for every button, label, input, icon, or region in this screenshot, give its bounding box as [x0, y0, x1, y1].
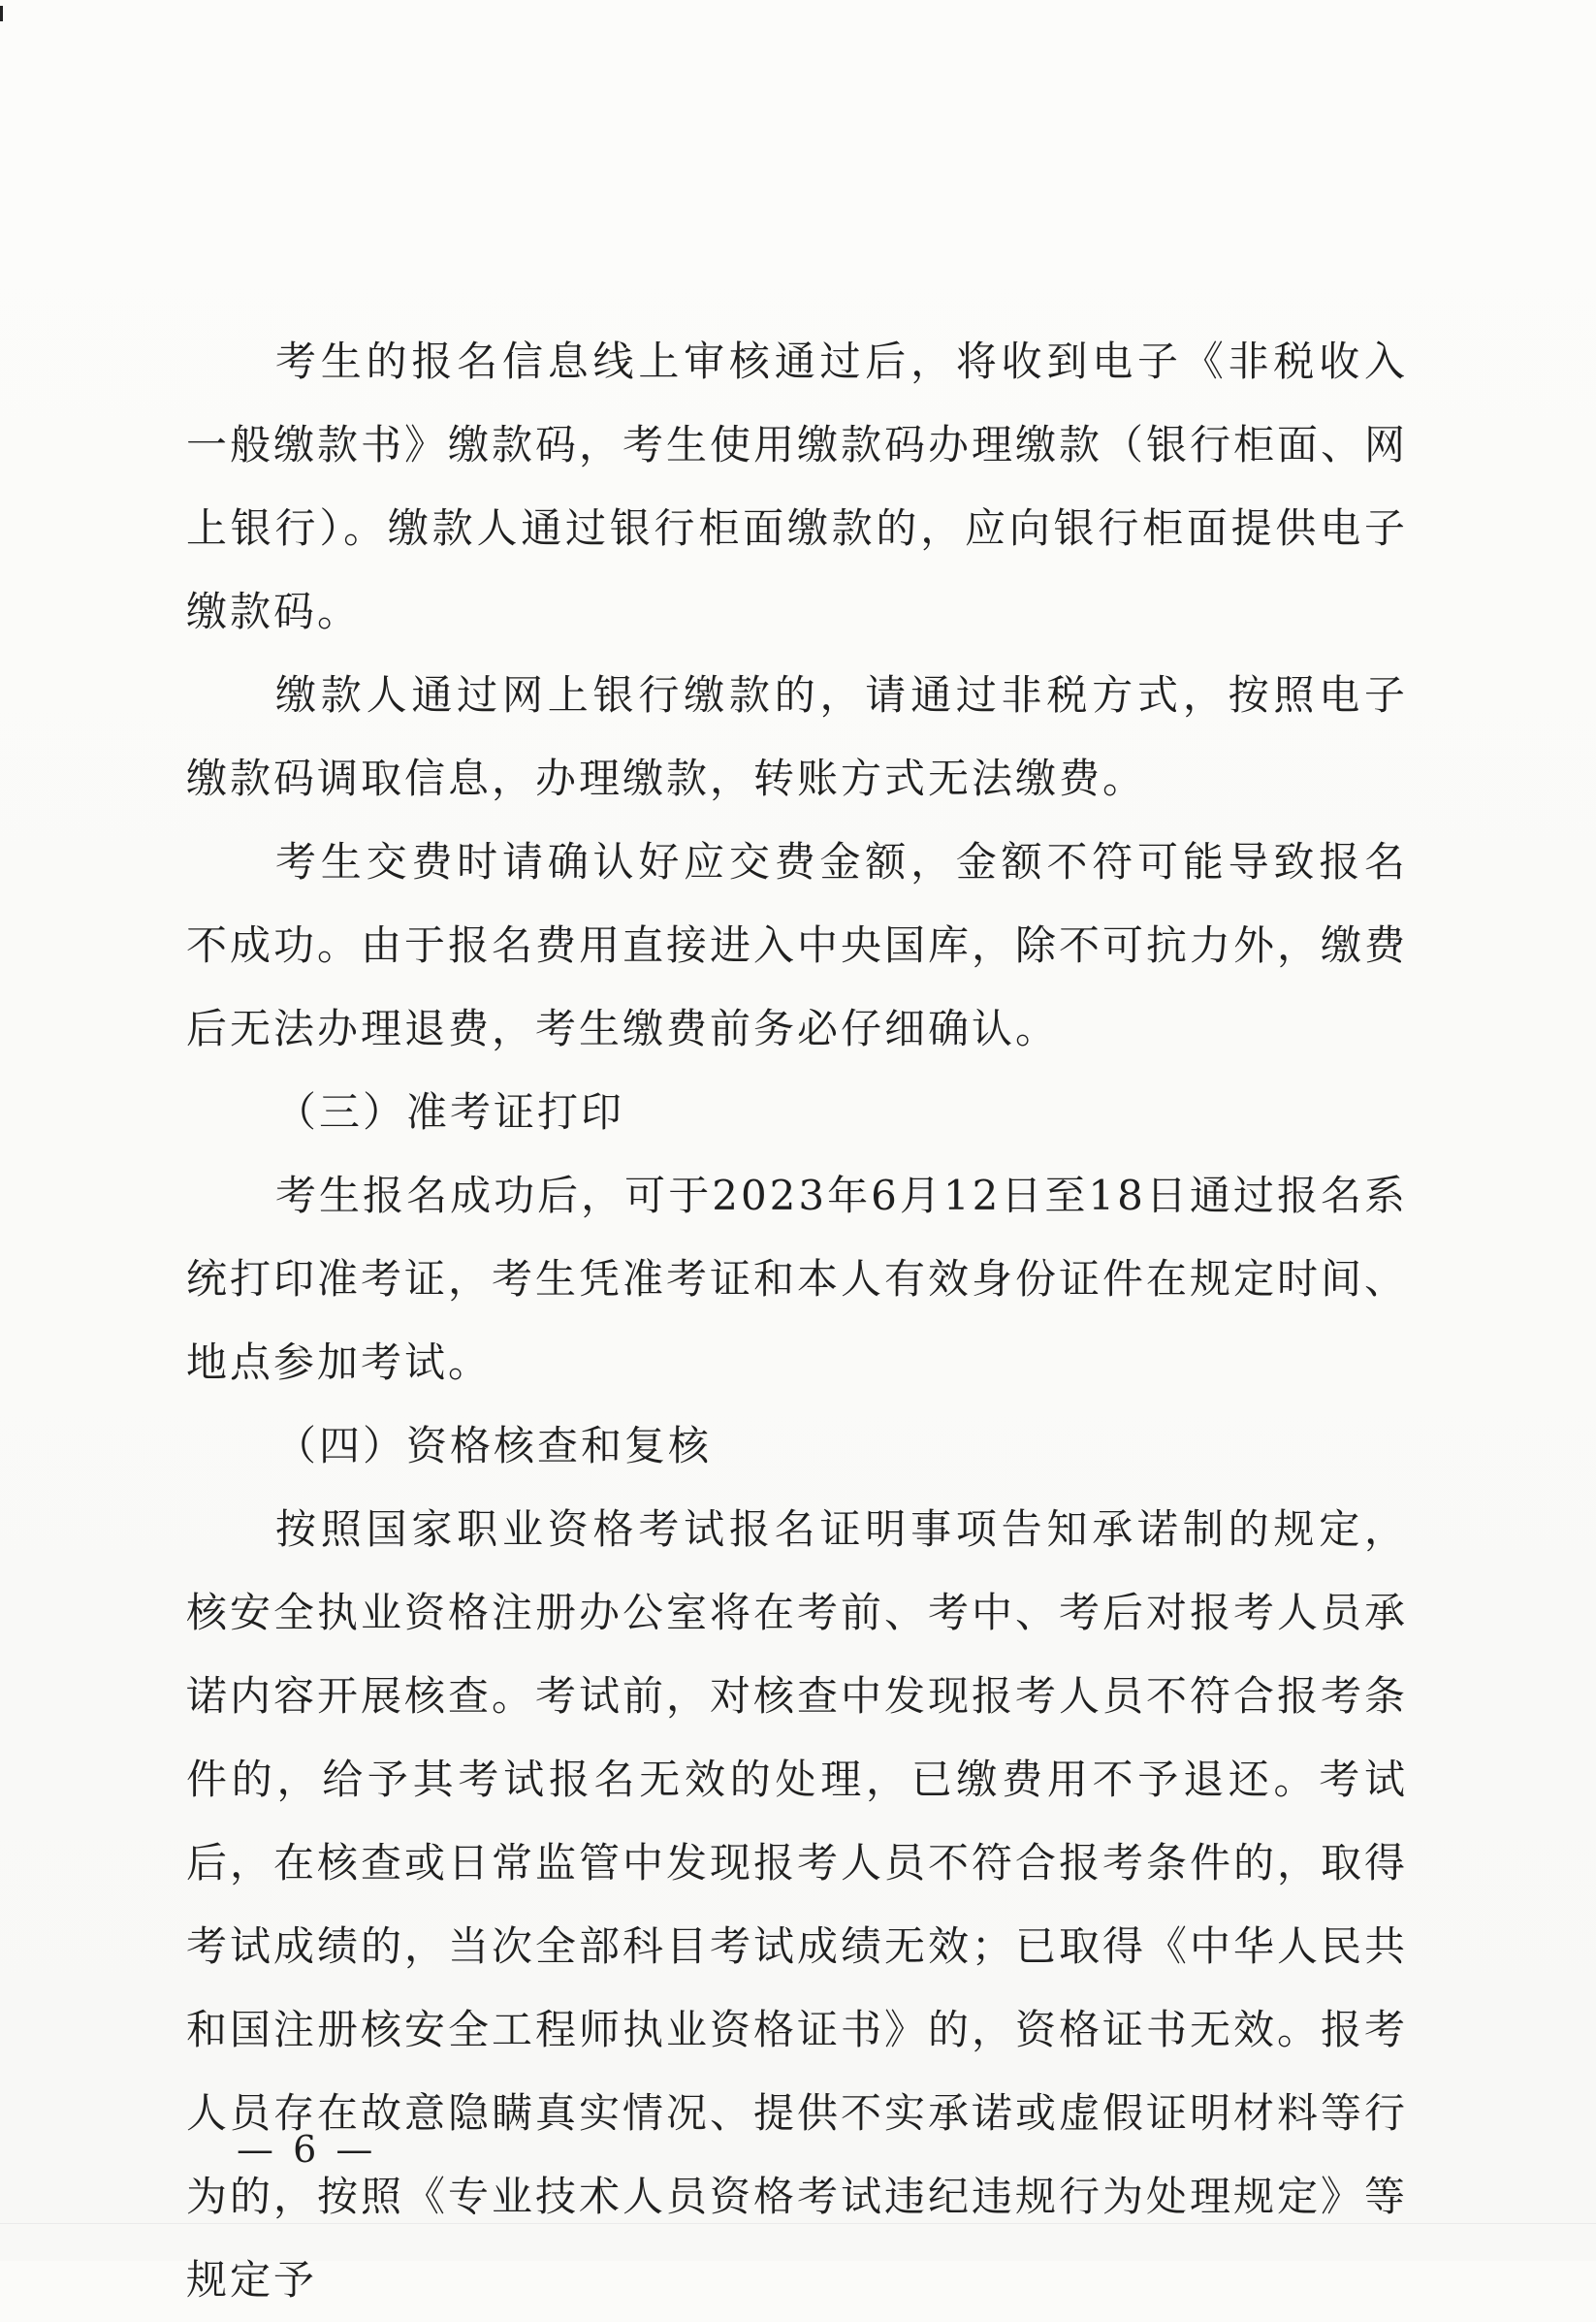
paragraph-payment-code: 考生的报名信息线上审核通过后，将收到电子《非税收入一般缴款书》缴款码，考生使用缴款码办理缴款（银行柜面、网上银行）。缴款人通过银行柜面缴款的，应向银行柜面提供电子缴款码。: [186, 338, 1409, 635]
section-heading-admission-ticket: （三）准考证打印: [275, 1088, 625, 1136]
scan-corner-mark: [0, 6, 3, 21]
paragraph-fee-confirmation: 考生交费时请确认好应交费金额，金额不符可能导致报名不成功。由于报名费用直接进入中央国库，除不可抗力外，缴费后无法办理退费，考生缴费前务必仔细确认。: [186, 838, 1409, 1052]
section-heading-qualification-check: （四）资格核查和复核: [275, 1422, 713, 1469]
paragraph-qualification-check: 按照国家职业资格考试报名证明事项告知承诺制的规定，核安全执业资格注册办公室将在考前、考中、考后对报考人员承诺内容开展核查。考试前，对核查中发现报考人员不符合报考条件的，给予其考试报名无效的处理，已缴费用不予退还。考试后，在核查或日常监管中发现报考人员不符合报考条件的，取得考试成绩的，当次全部科目考试成绩无效；已取得《中华人民共和国注册核安全工程师执业资格证书》的，资格证书无效。报考人员存在故意隐瞒真实情况、提供不实承诺或虚假证明材料等行为的，按照《专业技术人员资格考试违纪违规行为处理规定》等规定予: [186, 1505, 1409, 2304]
paragraph-admission-ticket: 考生报名成功后，可于2023年6月12日至18日通过报名系统打印准考证，考生凭准考证和本人有效身份证件在规定时间、地点参加考试。: [186, 1172, 1409, 1386]
page-number: — 6 —: [237, 2128, 377, 2171]
body-text: [186, 320, 1408, 2322]
paragraph-online-payment: 缴款人通过网上银行缴款的，请通过非税方式，按照电子缴款码调取信息，办理缴款，转账方式无法缴费。: [186, 671, 1408, 802]
